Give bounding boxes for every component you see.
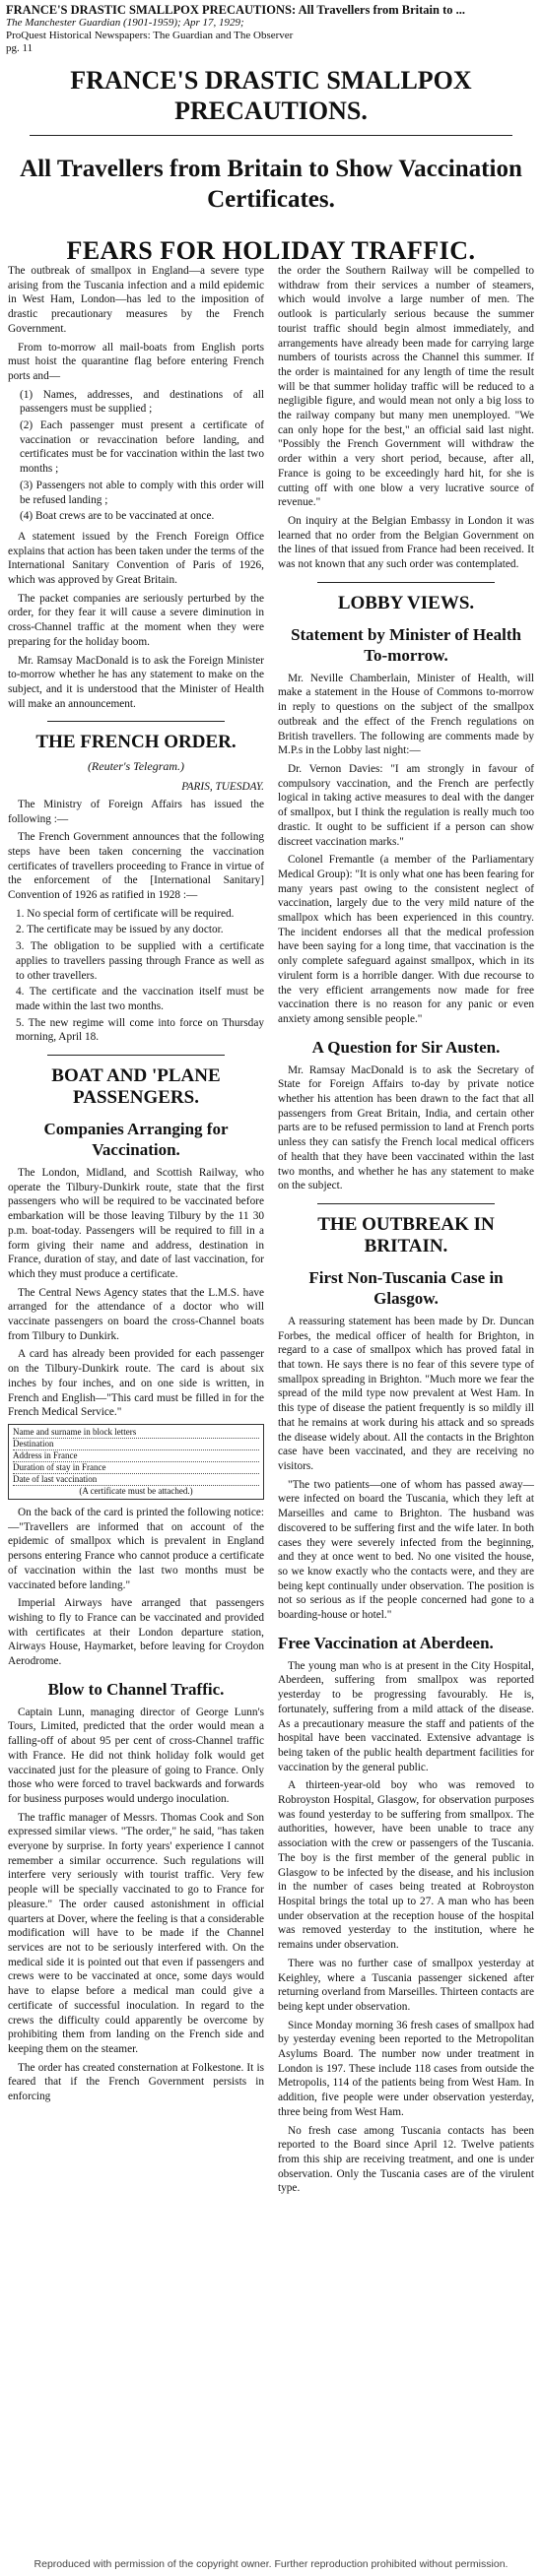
list-item: (4) Boat crews are to be vaccinated at once. — [20, 510, 215, 523]
section-subheading-channel-traffic: Blow to Channel Traffic. — [47, 1679, 225, 1699]
list-item: 5. The new regime will come into force on Thursday morning, April 18. — [16, 1016, 264, 1044]
article-paragraph: Dr. Vernon Davies: "I am strongly in favour of compulsory vaccination, and the French are perfectly logical in taking active measures to deal with the danger of smallpox, but I think the regulation is really much too drastic. It ought to be sufficient if a person can show discreet vaccination marks." — [278, 762, 534, 848]
section-divider — [47, 1055, 225, 1056]
section-subheading: Statement by Minister of Health To-morrow. — [291, 624, 521, 665]
article-paragraph: Mr. Neville Chamberlain, Minister of Health, will make a statement in the House of Commons to-morrow in reply to questions on the subject of the smallpox outbreak and the effect of the French regulations on British travellers. The following are comments made by M.P.s in the Lobby last night:— — [278, 672, 534, 757]
article-paragraph: The Ministry of Foreign Affairs has issued the following :— — [8, 798, 264, 825]
article-paragraph: The young man who is at present in the City Hospital, Aberdeen, suffering from smallpox was reported yesterday to be progressing favourably. He is, fortunately, suffering from a mild attack of the disease. As a precautionary measure the staff and patients of the hospital have been vaccinated. Extensive advantage is being taken of the public health department facilities for vaccination by the general public. — [278, 1659, 534, 1773]
section-subheading-austen: A Question for Sir Austen. — [311, 1037, 501, 1057]
list-item: 4. The certificate and the vaccination itself must be made within the last two months. — [16, 986, 264, 1012]
article-paragraph: The French Government announces that the following steps have been taken concerning the vaccination certificates of travellers proceeding to France in virtue of the enforcement of the [International Sanitary] Convention of 1926 as ratified in 1928 :— — [8, 831, 264, 902]
citation-header — [0, 0, 542, 55]
copyright-footer: Reproduced with permission of the copyright owner. Further reproduction prohibited without permission. — [34, 2558, 508, 2570]
article-paragraph: "The two patients—one of whom has passed away—were infected on board the Tuscania, which they left at Marseilles and came to Brighton. The husband was discovered to be suffering first and the wife later. In both cases they were severely infected from the beginning, and they at once went to bed. No one visited the house, so we know exactly who the contacts were, and they are being kept continually under observation. The position is not so serious as if the people concerned had gone to a boarding-house or hotel." — [278, 1478, 534, 1622]
section-divider — [317, 1203, 495, 1204]
list-item: (2) Each passenger must present a certificate of vaccination or revaccination before landing, and certificates must be for vaccination within the last two months ; — [20, 419, 264, 476]
citation-page: pg. 11 — [6, 42, 34, 54]
article-paragraph: Mr. Ramsay MacDonald is to ask the Secretary of State for Foreign Affairs to-day by private notice whether his attention has been drawn to the fact that all passengers from Great Britain, India, and certain other parts are to be refused permission to land at French ports unless they can satisfy the French local medical officers of health that they have been vaccinated within the last two months, and whether he has any statement to make on the subject. — [278, 1063, 534, 1192]
citation-source: The Manchester Guardian (1901-1959); Apr 17, 1929; — [6, 17, 244, 29]
form-line: (A certificate must be attached.) — [79, 1486, 193, 1496]
article-paragraph: The Central News Agency states that the L.M.S. have arranged for the attendance of a doctor who will vaccinate passengers on board the cross-Channel boats from Tilbury to Dunkirk. — [8, 1286, 264, 1342]
article-paragraph: On inquiry at the Belgian Embassy in London it was learned that no order from the Belgian Government on the lines of that issued from France had been received. It was not known that any such order was contemplated. — [278, 514, 534, 571]
article-paragraph: the order the Southern Railway will be compelled to withdraw from their services a number of steamers, which would involve a large number of men. The outlook is particularly serious because the summer tourist traffic should begin almost immediately, and arrangements have already been made for carrying large numbers of tourists across the Channel this summer. If the order is maintained for any length of time the result will be that summer holiday traffic will be reduced to a negligible figure, and would mean not only a big loss to the railway company but many men unemployed. "We can only hope for the best," an official said last night. "Possibly the French Government will withdraw the order within a very short period, because, after all, France is going to be exceedingly hard hit, for she is cutting off with one blow a very lucrative source of revenue." — [278, 265, 534, 509]
list-item: 2. The certificate may be issued by any doctor. — [16, 924, 224, 936]
article-paragraph: The outbreak of smallpox in England—a severe type arising from the Tuscania infection and a mild epidemic in West Ham, London—has led to the imposition of drastic precautionary measures by the French Government. — [8, 265, 264, 335]
regulations-list — [8, 907, 264, 1045]
section-heading-lobby-views: LOBBY VIEWS. — [337, 592, 475, 613]
article-column-right — [278, 264, 534, 2548]
article-paragraph: The order has created consternation at Folkestone. It is feared that if the French Government persists in enforcing — [8, 2061, 264, 2103]
form-line: Duration of stay in France — [13, 1462, 259, 1474]
form-line: Date of last vaccination — [13, 1474, 259, 1486]
section-heading-french-order: THE FRENCH ORDER. — [35, 732, 237, 753]
article-paragraph: Imperial Airways have arranged that passengers wishing to fly to France can be vaccinated and provided with certificates at their London departure station, Airways House, Haymarket, before leaving for Croydon Aerodrome. — [8, 1597, 264, 1668]
article-paragraph: A thirteen-year-old boy who was removed to Robroyston Hospital, Glasgow, for observation purposes was found yesterday to be suffering from smallpox. The authorities, however, have been unable to trace any association with the crew or passengers of the Tuscania. The boy is the first member of the general public in Glasgow to be infected by the disease, and his inclusion in the number of cases being treated at Robroyston Hospital brings the total up to 27. A man who has been under observation at the reception house of the hospital was removed yesterday to the institution, where he remains under observation. — [278, 1779, 534, 1952]
banner-headline: FEARS FOR HOLIDAY TRAFFIC. — [66, 236, 476, 265]
article-paragraph: The London, Midland, and Scottish Railway, who operate the Tilbury-Dunkirk route, state that the first passengers who will be required to be vaccinated before embarkation will be those leaving Tilbury by the 11 30 p.m. boat-today. Passengers will be required to fill in a form giving their name and address, destination in France, duration of stay, and date of last vaccination, for which they must produce a certificate. — [8, 1167, 264, 1280]
citation-title[interactable]: FRANCE'S DRASTIC SMALLPOX PRECAUTIONS: All Travellers from Britain to ... — [6, 3, 465, 17]
article-paragraph: On the back of the card is printed the following notice:—"Travellers are informed that on account of the epidemic of smallpox which is prevalent in England persons entering France who cannot produce a certificate of vaccination within the last two months must be vaccinated before landing." — [8, 1507, 264, 1591]
article-paragraph: The packet companies are seriously perturbed by the order, for they fear it will cause a severe diminution in cross-Channel traffic at the moment when they were preparing for the holiday boom. — [8, 592, 264, 648]
section-heading-boat-plane: BOAT AND 'PLANE PASSENGERS. — [51, 1065, 221, 1109]
article-paragraph: Colonel Fremantle (a member of the Parliamentary Medical Group): "It is only what one has been fearing for many years past owing to the consistent neglect of vaccination, largely due to the very mild nature of the smallpox which has been experienced in this country. The incident endorses all that the medical profession have been saying for a long time, that vaccination is the only complete safeguard against smallpox, which in its virulent form is a horrible danger. With due recourse to the very efficient arrangements now made for free vaccination there is no reason for any panic or even anxiety among sensible people." — [278, 854, 534, 1025]
section-divider — [47, 721, 225, 722]
list-item: 1. No special form of certificate will be required. — [16, 907, 235, 920]
form-line: Name and surname in block letters — [13, 1427, 259, 1439]
article-paragraph: From to-morrow all mail-boats from English ports must hoist the quarantine flag before entering French ports and— — [8, 341, 264, 382]
section-divider — [317, 582, 495, 583]
article-paragraph: Mr. Ramsay MacDonald is to ask the Foreign Minister to-morrow whether he has any statement to make on the subject, and it is understood that the Minister of Health will make an announcement. — [8, 654, 264, 710]
list-item: (3) Passengers not able to comply with this order will be refused landing ; — [20, 479, 264, 506]
form-line: Address in France — [13, 1450, 259, 1462]
article-paragraph: A card has already been provided for each passenger on the Tilbury-Dunkirk route. The card is about six inches by four inches, and on one side is written, in French and English—"This card must be filled in for the French Medical Service." — [8, 1348, 264, 1419]
measures-list — [8, 388, 264, 524]
article-paragraph: A reassuring statement has been made by Dr. Duncan Forbes, the medical officer of health for Brighton, in regard to a case of smallpox which has proved fatal in that town. He says there is no fear of this severe type of smallpox spreading in Brighton. "Much more we fear the spread of the mild type now prevalent at West Ham. In this type of disease the patient frequently is so mildly ill that he remains at work during his attack and so spreads the disease widely about. All the contacts in the Brighton case have been vaccinated, and they are receiving no visitors. — [278, 1315, 534, 1472]
article-paragraph: Since Monday morning 36 fresh cases of smallpox had by yesterday evening been reported to the Metropolitan Asylums Board. The number now under treatment in London is 197. These include 118 cases from outside the Metropolis, 114 of the patients being from West Ham. In addition, five people were under observation yesterday, three being from West Ham. — [278, 2019, 534, 2118]
section-subheading: Companies Arranging for Vaccination. — [43, 1120, 229, 1160]
sub-headline: All Travellers from Britain to Show Vaccination Certificates. — [20, 156, 522, 213]
article-columns — [8, 264, 534, 2548]
list-item: 3. The obligation to be supplied with a certificate applies to travellers passing through France as well as to other travellers. — [16, 940, 264, 982]
section-subheading: (Reuter's Telegram.) — [87, 759, 185, 774]
section-subheading-aberdeen: Free Vaccination at Aberdeen. — [278, 1633, 494, 1652]
citation-database: ProQuest Historical Newspapers: The Guardian and The Observer — [6, 30, 294, 41]
article-paragraph: No fresh case among Tuscania contacts has been reported to the Board since April 12. Twelve patients from this ship are receiving treatment, and one is under observation. Only the Tuscania cases are of the virulent type. — [278, 2124, 534, 2195]
dateline: PARIS, TUESDAY. — [181, 781, 264, 794]
headline-rule — [30, 135, 512, 136]
article-paragraph: The traffic manager of Messrs. Thomas Cook and Son expressed similar views. "The order," he said, "has taken everyone by surprise. In forty years' experience I cannot remember a similar occurrence. Such regulations will interfere very seriously with tourist traffic. Very few people will be specially vaccinated to go to France for pleasure." The order caused astonishment in official quarters at Dover, where the feeling is that a considerable modification will have to be made if the Channel services are not to be seriously interfered with. On the medical side it is pointed out that even if passengers and crews were to be vaccinated at once, some days would have to elapse before a medical man could give a certificate of successful inoculation. In regard to the crews the difficulty could apparently be overcome by prohibiting them from landing on the French side and keeping them on the steamer. — [8, 1811, 264, 2055]
article-paragraph: A statement issued by the French Foreign Office explains that action has been taken under the terms of the International Sanitary Convention of Paris of 1926, which was approved by Great Britain. — [8, 530, 264, 587]
article-paragraph: Captain Lunn, managing director of George Lunn's Tours, Limited, predicted that the order would mean a falling-off of about 95 per cent of cross-Channel traffic with France. He did not think holiday folk would get vaccinated just for the pleasure of going to France. Only those who were forced to travel backwards and forwards for business purposes would undergo inoculation. — [8, 1706, 264, 1805]
card-form-fields — [8, 1424, 264, 1500]
article-column-left — [8, 264, 264, 2548]
article-paragraph: There was no further case of smallpox yesterday at Keighley, where a Tuscania passenger sickened after returning overland from Marseilles. Thirteen contacts are being kept under observation. — [278, 1957, 534, 2013]
section-heading-outbreak: THE OUTBREAK IN BRITAIN. — [317, 1213, 495, 1256]
list-item: (1) Names, addresses, and destinations of all passengers must be supplied ; — [20, 388, 264, 416]
section-subheading: First Non-Tuscania Case in Glasgow. — [308, 1267, 504, 1308]
main-headline: FRANCE'S DRASTIC SMALLPOX PRECAUTIONS. — [70, 66, 472, 125]
form-line: Destination — [13, 1439, 259, 1450]
